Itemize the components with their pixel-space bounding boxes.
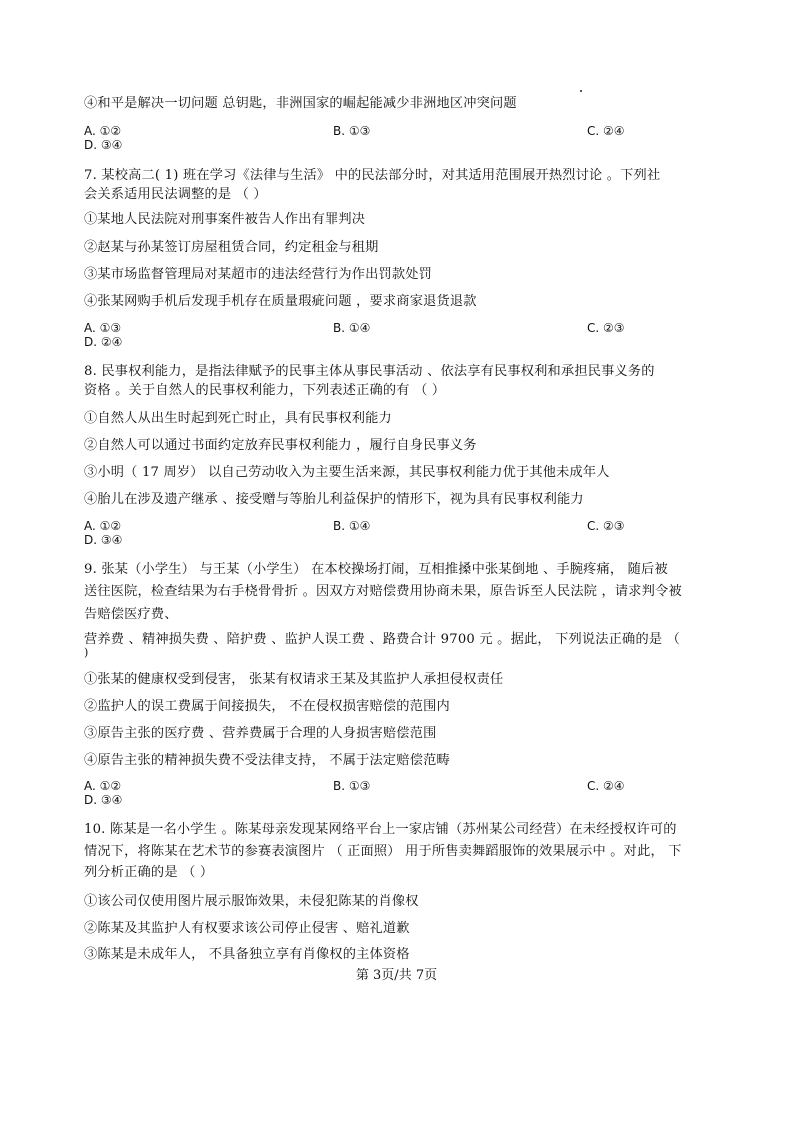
q10-statement-1: ①该公司仅使用图片展示服饰效果，未侵犯陈某的肖像权 [84,894,419,909]
q6-option-b: B. ①③ [333,124,371,138]
q9-statement-1: ①张某的健康权受到侵害， 张某有权请求王某及其监护人承担侵权责任 [84,672,504,687]
q7-option-a: A. ①③ [84,321,122,335]
q9-option-c: C. ②④ [587,779,625,793]
q7-option-c: C. ②③ [587,321,625,335]
q10-stem-line-2: 情况下，将陈某在艺术节的参赛表演图片 （ 正面照） 用于所售卖舞蹈服饰的效果展示中 。对此， 下 [84,844,682,859]
q10-statement-2: ②陈某及其监护人有权要求该公司停止侵害 、赔礼道歉 [84,921,410,936]
q9-stem-line-3: 告赔偿医疗费、 [84,607,178,622]
q7-stem-line-1: 7. 某校高二( 1) 班在学习《法律与生活》 中的民法部分时，对其适用范围展开热烈讨论 。下列社 [84,168,661,183]
q10-statement-3: ③陈某是未成年人， 不具备独立享有肖像权的主体资格 [84,947,410,962]
q9-statement-2: ②监护人的误工费属于间接损失， 不在侵权损害赔偿的范围内 [84,699,450,714]
q9-statement-3: ③原告主张的医疗费 、营养费属于合理的人身损害赔偿范围 [84,726,437,741]
q7-stem-line-2: 会关系适用民法调整的是 （ ） [84,187,267,202]
q10-stem-line-3: 列分析正确的是 （ ） [84,865,214,880]
q10-stem-line-1: 10. 陈某是一名小学生 。陈某母亲发现某网络平台上一家店铺（苏州某公司经营）在未经授权许可的 [84,822,677,837]
q7-statement-3: ③某市场监督管理局对某超市的违法经营行为作出罚款处罚 [84,267,433,282]
q7-statement-2: ②赵某与孙某签订房屋租赁合同，约定租金与租期 [84,240,379,255]
q8-stem-line-1: 8. 民事权利能力，是指法律赋予的民事主体从事民事活动 、依法享有民事权利和承担民事义务的 [84,364,655,379]
q9-statement-4: ④原告主张的精神损失费不受法律支持， 不属于法定赔偿范畴 [84,753,450,768]
q8-statement-4: ④胎儿在涉及遗产继承 、接受赠与等胎儿利益保护的情形下，视为具有民事权利能力 [84,492,584,507]
q7-option-b: B. ①④ [333,321,371,335]
q8-statement-2: ②自然人可以通过书面约定放弃民事权利能力 ，履行自身民事义务 [84,438,477,453]
q8-statement-3: ③小明（ 17 周岁） 以自己劳动收入为主要生活来源，其民事权利能力优于其他未成年人 [84,465,610,480]
q9-option-a: A. ①② [84,779,122,793]
q8-option-d: D. ③④ [84,533,123,547]
q6-option-c: C. ②④ [587,124,625,138]
q7-statement-1: ①某地人民法院对刑事案件被告人作出有罪判决 [84,212,366,227]
q8-option-c: C. ②③ [587,519,625,533]
q6-option-a: A. ①② [84,124,122,138]
q7-statement-4: ④张某网购手机后发现手机存在质量瑕疵问题 ，要求商家退货退款 [84,294,477,309]
q9-option-b: B. ①③ [333,779,371,793]
page-footer: 第 3页/共 7页 [355,968,438,983]
q9-stem-line-1: 9. 张某（小学生） 与王某（小学生） 在本校操场打闹，互相推搡中张某倒地 、手腕疼痛， 随后被 [84,562,668,577]
q7-option-d: D. ②④ [84,335,123,349]
q6-option-d: D. ③④ [84,138,123,152]
q8-stem-line-2: 资格 。关于自然人的民事权利能力，下列表述正确的有 （ ） [84,383,446,398]
q9-stem-line-5: ) [84,646,89,659]
q6-statement-4: ④和平是解决一切问题 总钥匙，非洲国家的崛起能减少非洲地区冲突问题 [84,96,517,111]
q9-stem-line-4: 营养费 、精神损失费 、陪护费 、监护人误工费 、路费合计 9700 元 。据此， 下列说法正确的是 （ [84,632,680,647]
q8-option-b: B. ①④ [333,519,371,533]
stray-dot [580,90,582,92]
q9-option-d: D. ③④ [84,793,123,807]
q8-statement-1: ①自然人从出生时起到死亡时止，具有民事权利能力 [84,411,392,426]
q8-option-a: A. ①② [84,519,122,533]
q9-stem-line-2: 送往医院，检查结果为右手桡骨骨折 。因双方对赔偿费用协商未果，原告诉至人民法院 ，请求判令被 [84,584,682,599]
